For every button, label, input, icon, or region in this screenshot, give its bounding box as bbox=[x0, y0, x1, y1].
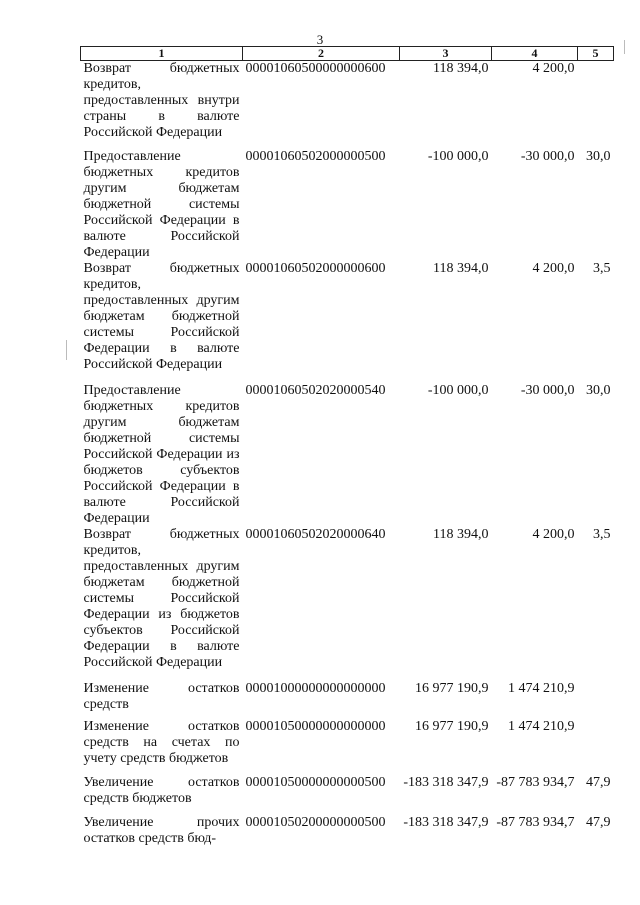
row-code-cell: 00001060502020000640 bbox=[245, 526, 386, 542]
row-col5-cell: 30,0 bbox=[586, 148, 611, 164]
row-code-cell: 00001050000000000500 bbox=[245, 774, 386, 790]
row-col3-cell: 118 394,0 bbox=[433, 260, 489, 276]
table-row bbox=[81, 775, 614, 815]
table-row bbox=[81, 149, 614, 261]
row-col3-cell: 118 394,0 bbox=[433, 526, 489, 542]
row-col5-cell bbox=[578, 61, 614, 149]
row-col4-cell: -30 000,0 bbox=[520, 382, 575, 398]
row-col5-cell: 3,5 bbox=[593, 260, 611, 276]
row-col3-cell: -100 000,0 bbox=[427, 148, 489, 164]
row-col4-cell: -87 783 934,7 bbox=[496, 814, 575, 830]
row-code-cell: 00001060502000000500 bbox=[245, 148, 386, 164]
table-row bbox=[81, 815, 614, 855]
row-col4-cell: 4 200,0 bbox=[532, 61, 575, 76]
row-col4-cell: -87 783 934,7 bbox=[496, 774, 575, 790]
row-code-cell: 00001000000000000000 bbox=[245, 680, 386, 696]
row-col5-cell: 47,9 bbox=[586, 814, 611, 830]
table-row bbox=[81, 681, 614, 719]
row-code-cell: 00001060502020000540 bbox=[245, 382, 386, 398]
row-name-cell: Увеличение прочих остатков средств бюд- bbox=[83, 814, 240, 846]
table-row bbox=[81, 383, 614, 527]
row-col3-cell: 16 977 190,9 bbox=[415, 680, 489, 696]
row-col3-cell: -183 318 347,9 bbox=[403, 814, 489, 830]
row-col3-cell: -183 318 347,9 bbox=[403, 774, 489, 790]
row-col4-cell: -30 000,0 bbox=[520, 148, 575, 164]
scan-bleed-mark bbox=[624, 40, 625, 54]
table-row bbox=[81, 527, 614, 681]
table-row bbox=[81, 719, 614, 775]
row-col5-cell: 3,5 bbox=[593, 526, 611, 542]
row-name-cell: Увеличение остатков средств бюджетов bbox=[83, 774, 240, 806]
column-header-1: 1 bbox=[81, 47, 243, 61]
row-col5-cell: 30,0 bbox=[586, 382, 611, 398]
row-col3-cell: 16 977 190,9 bbox=[415, 718, 489, 734]
row-name-cell: Предоставление бюджетных кредитов другим бюджетам бюджетной системы Российской Федерации из бюджетов субъектов Российской Федерации в валюте Российской Федерации bbox=[83, 382, 240, 526]
row-name-cell: Возврат бюджетных кредитов, предоставленных другим бюджетам бюджетной системы Российской Федерации в валюте Российской Федерации bbox=[83, 260, 240, 372]
row-col5-cell bbox=[578, 719, 614, 775]
row-col3-cell: -100 000,0 bbox=[427, 382, 489, 398]
row-code-cell: 00001050000000000000 bbox=[245, 718, 386, 734]
row-name-cell: Изменение остатков средств на счетах по учету средств бюджетов bbox=[83, 718, 240, 766]
row-name-cell: Возврат бюджетных кредитов, предоставленных внутри страны в валюте Российской Федерации bbox=[83, 61, 240, 140]
row-name-cell: Предоставление бюджетных кредитов другим бюджетам бюджетной системы Российской Федерации в валюте Российской Федерации bbox=[83, 148, 240, 260]
row-col3-cell: 118 394,0 bbox=[433, 61, 489, 76]
row-name-cell: Возврат бюджетных кредитов, предоставленных другим бюджетам бюджетной системы Российской Федерации из бюджетов субъектов Российской Федерации в валюте Российской Федерации bbox=[83, 526, 240, 670]
row-code-cell: 00001060502000000600 bbox=[245, 260, 386, 276]
page-number: 3 bbox=[316, 32, 324, 47]
column-header-5: 5 bbox=[578, 47, 614, 61]
row-code-cell: 00001050200000000500 bbox=[245, 814, 386, 830]
scan-bleed-mark bbox=[66, 340, 67, 360]
column-header-2: 2 bbox=[243, 47, 400, 61]
column-header-4: 4 bbox=[492, 47, 578, 61]
row-col5-cell bbox=[578, 681, 614, 719]
row-code-cell: 00001060500000000600 bbox=[245, 61, 386, 76]
row-col4-cell: 1 474 210,9 bbox=[508, 680, 575, 696]
budget-sources-table bbox=[80, 46, 614, 855]
row-col4-cell: 1 474 210,9 bbox=[508, 718, 575, 734]
column-number-header-row bbox=[81, 47, 614, 61]
table-row bbox=[81, 261, 614, 383]
column-header-3: 3 bbox=[400, 47, 492, 61]
row-col5-cell: 47,9 bbox=[586, 774, 611, 790]
row-col4-cell: 4 200,0 bbox=[532, 526, 575, 542]
row-col4-cell: 4 200,0 bbox=[532, 260, 575, 276]
row-name-cell: Изменение остатков средств bbox=[83, 680, 240, 712]
table-row bbox=[81, 61, 614, 149]
